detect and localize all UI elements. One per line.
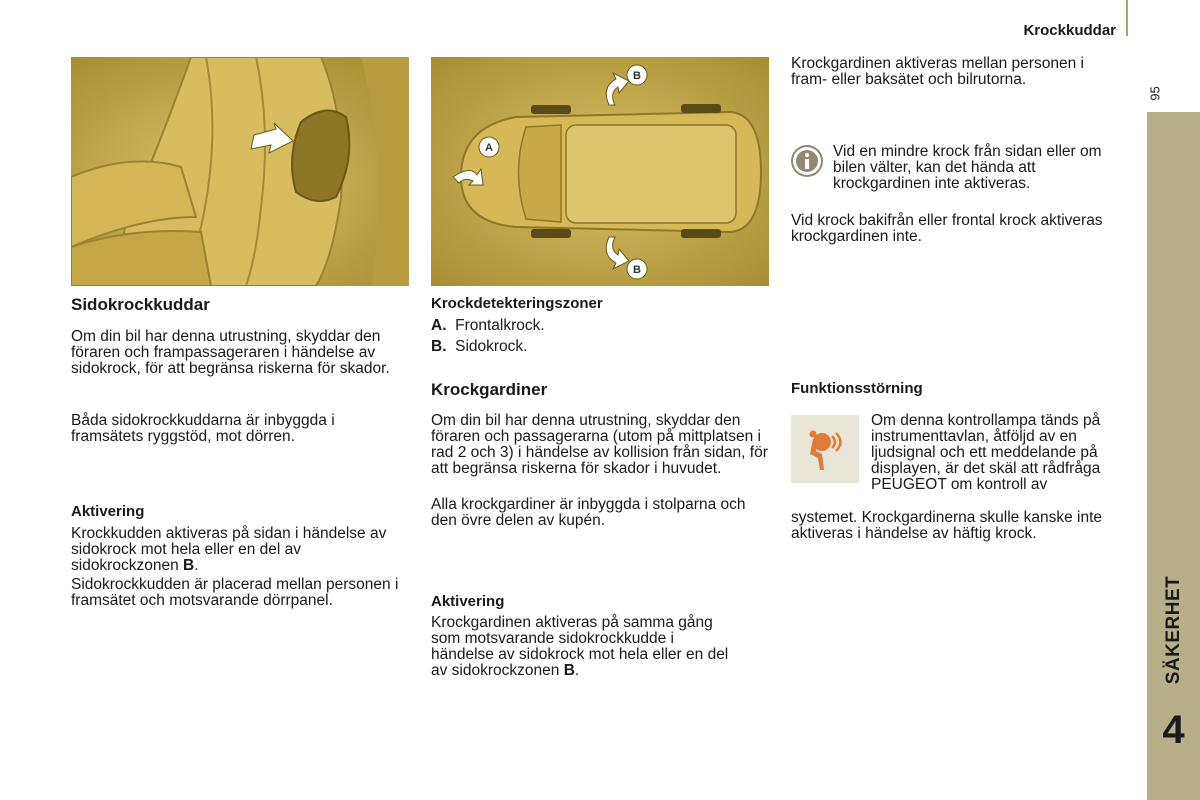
malfunction-text-indented: Om denna kontrollampa tänds på instrumenttavlan, åtföljd av en ljudsignal och ett meddelande på displayen, är det skäl att rådfråga PEUGEOT om kontroll av bbox=[871, 412, 1101, 493]
subheading-activation-curtain-airbags: Aktivering bbox=[431, 593, 505, 610]
curtain-position-paragraph: Krockgardinen aktiveras mellan personen i fram- eller baksätet och bilrutorna. bbox=[791, 55, 1084, 88]
airbag-warning-glyph bbox=[800, 424, 850, 474]
curtain-airbags-paragraph-1: Om din bil har denna utrustning, skyddar den föraren och passagerarna (utom på mittplatsen i rad 2 och 3) i händelse av kollision från sidan, för att begränsa riskerna för skador i huvudet. bbox=[431, 412, 768, 477]
rear-front-crash-paragraph: Vid krock bakifrån eller frontal krock aktiveras krockgardinen inte. bbox=[791, 212, 1103, 245]
zone-b-item: B. Sidokrock. bbox=[431, 338, 528, 355]
side-airbags-paragraph-1: Om din bil har denna utrustning, skyddar den föraren och frampassageraren i händelse av sidokrock, för att begränsa riskerna för skador. bbox=[71, 328, 390, 377]
seat-airbag-drawing bbox=[71, 57, 409, 286]
info-note-text: Vid en mindre krock från sidan eller om bilen välter, kan det hända att krockgardinen inte aktiveras. bbox=[833, 143, 1102, 192]
side-airbags-paragraph-2: Båda sidokrockkuddarna är inbyggda i framsätets ryggstöd, mot dörren. bbox=[71, 412, 335, 445]
subheading-malfunction: Funktionsstörning bbox=[791, 380, 923, 397]
side-airbags-activation-paragraph-1: Krockkudden aktiveras på sidan i händelse av sidokrock mot hela eller en del av sidokrockzonen B. bbox=[71, 525, 387, 574]
zone-a-item: A. Frontalkrock. bbox=[431, 317, 545, 334]
chapter-tab-label bbox=[1147, 555, 1200, 705]
running-header-title: Krockkuddar bbox=[1023, 22, 1116, 39]
info-icon-glyph bbox=[791, 145, 823, 177]
zone-b-bottom-badge: B bbox=[633, 264, 641, 276]
curtain-airbags-paragraph-2: Alla krockgardiner är inbyggda i stolparna och den övre delen av kupén. bbox=[431, 496, 746, 529]
zone-a-badge: A bbox=[485, 142, 493, 154]
seat-airbag-illustration bbox=[71, 57, 409, 286]
zone-b-top-badge: B bbox=[633, 70, 641, 82]
section-heading-side-airbags: Sidokrockkuddar bbox=[71, 295, 210, 314]
section-heading-curtain-airbags: Krockgardiner bbox=[431, 380, 548, 399]
info-icon bbox=[791, 145, 823, 177]
subheading-activation-side-airbags: Aktivering bbox=[71, 503, 145, 520]
curtain-airbags-activation-paragraph: Krockgardinen aktiveras på samma gång som motsvarande sidokrockkudde i händelse av sidokrock mot hela eller en del av sidokrockzonen B. bbox=[431, 614, 729, 679]
subheading-crash-zones: Krockdetekteringszoner bbox=[431, 295, 603, 312]
side-airbags-activation-paragraph-2: Sidokrockkudden är placerad mellan personen i framsätet och motsvarande dörrpanel. bbox=[71, 576, 399, 609]
page-number: 95 bbox=[1147, 86, 1163, 101]
chapter-number: 4 bbox=[1162, 708, 1185, 752]
crash-zones-diagram bbox=[431, 57, 769, 286]
malfunction-text-rest: systemet. Krockgardinerna skulle kanske inte aktiveras i händelse av häftig krock. bbox=[791, 509, 1103, 542]
crash-zones-drawing bbox=[431, 57, 769, 286]
chapter-tab-text: SÄKERHET bbox=[1162, 575, 1184, 685]
header-divider bbox=[1126, 0, 1128, 36]
airbag-warning-icon bbox=[791, 415, 859, 483]
